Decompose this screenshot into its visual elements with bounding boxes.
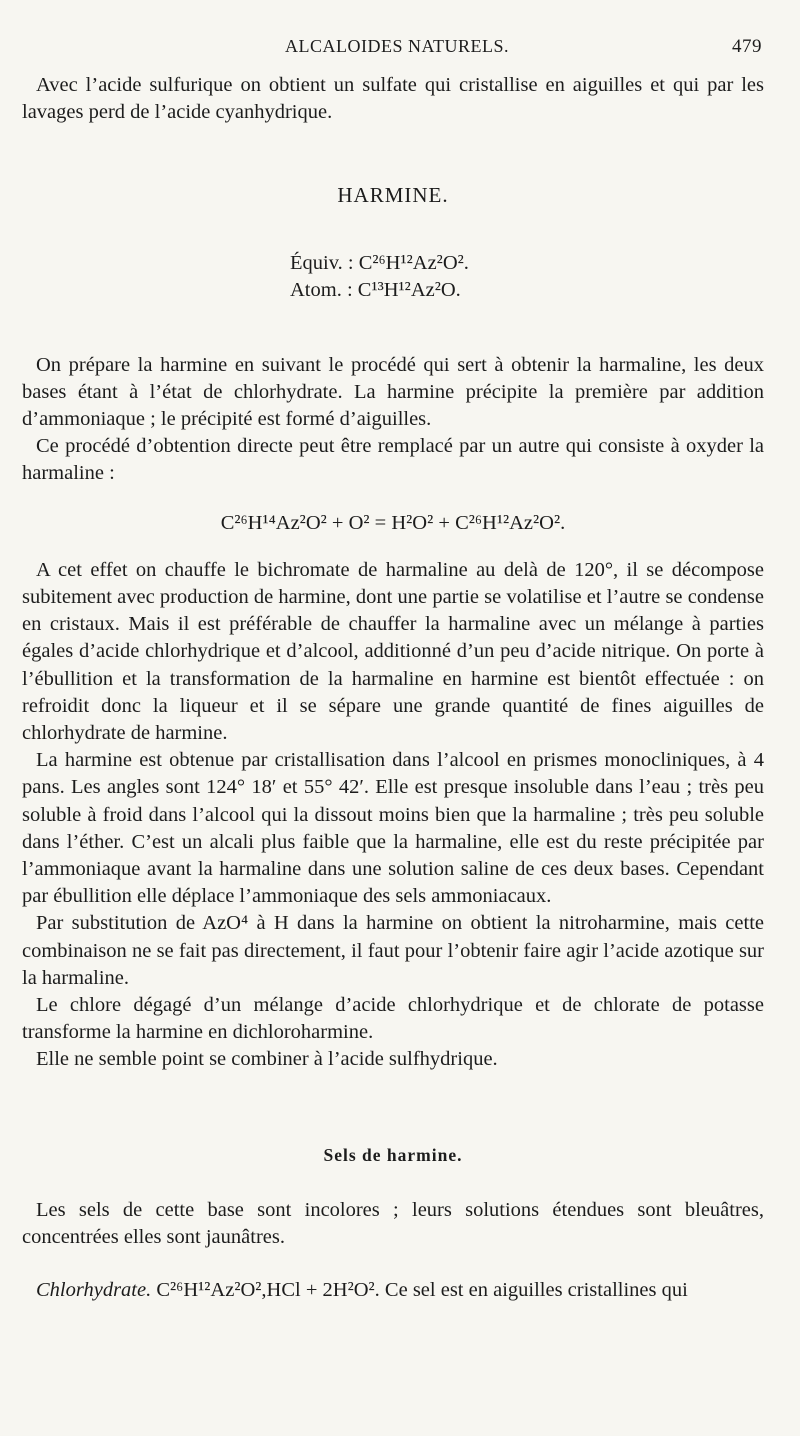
- paragraph: Le chlore dégagé d’un mélange d’acide chlorhydrique et de chlorate de potasse transforme la harmine en dichloroharmine.: [22, 994, 764, 1044]
- running-title: ALCALOIDES NATURELS.: [285, 36, 509, 56]
- paragraph: Les sels de cette base sont incolores ; leurs solutions étendues sont bleuâtres, concentrées elles sont jaunâtres.: [22, 1198, 764, 1249]
- equiv-formula: Équiv. : C²⁶H¹²Az²O².: [290, 251, 469, 274]
- page-body: [22, 72, 764, 1305]
- formula-block: [22, 250, 764, 304]
- chlorhydrate-label: Chlorhydrate.: [36, 1279, 152, 1302]
- paragraph: Ce procédé d’obtention directe peut être remplacé par un autre qui consiste à oxyder la harmaline :: [22, 435, 764, 485]
- atom-formula: Atom. : C¹³H¹²Az²O.: [290, 278, 461, 301]
- paragraph: Elle ne semble point se combiner à l’acide sulfhydrique.: [36, 1048, 498, 1071]
- section-title: HARMINE.: [337, 183, 449, 208]
- subsection-title: Sels de harmine.: [323, 1144, 463, 1165]
- paragraph: La harmine est obtenue par cristallisation dans l’alcool en prismes monocliniques, à 4 pans. Les angles sont 124° 18′ et 55° 42′. Elle est presque insoluble dans l’eau ; très peu soluble à froid dans l’alcool qui la dissout moins bien que la harmaline ; très peu soluble dans l’éther. C’est un alcali plus faible que la harmaline, elle est du reste précipitée par l’ammoniaque avant la harmaline dans une solution saline de ces deux bases. Cependant par ébullition elle déplace l’ammoniaque des sels ammoniacaux.: [22, 749, 764, 908]
- page-header: [0, 36, 800, 60]
- paragraph: A cet effet on chauffe le bichromate de harmaline au delà de 120°, il se décompose subitement avec production de harmine, dont une partie se volatilise et l’autre se condense en cristaux. Mais il est préférable de chauffer la harmaline avec un mélange à parties égales d’acide chlorhydrique et d’alcool, additionné d’un peu d’acide nitrique. On porte à l’ébullition et la transformation de la harmaline en harmine est bientôt effectuée : on refroidit donc la liqueur et il se sépare une grande quantité de fines aiguilles de chlorhydrate de harmine.: [22, 558, 764, 745]
- paragraph: Avec l’acide sulfurique on obtient un sulfate qui cristallise en aiguilles et qui par les lavages perd de l’acide cyanhydrique.: [22, 74, 764, 124]
- chlorhydrate-paragraph: [22, 1277, 764, 1304]
- chlorhydrate-text: C²⁶H¹²Az²O²,HCl + 2H²O². Ce sel est en aiguilles cristallines qui: [151, 1279, 688, 1302]
- reaction-equation: C²⁶H¹⁴Az²O² + O² = H²O² + C²⁶H¹²Az²O².: [220, 511, 566, 534]
- paragraph: Par substitution de AzO⁴ à H dans la harmine on obtient la nitroharmine, mais cette combinaison ne se fait pas directement, il faut pour l’obtenir faire agir l’acide azotique sur la harmaline.: [22, 912, 764, 989]
- paragraph: On prépare la harmine en suivant le procédé qui sert à obtenir la harmaline, les deux bases étant à l’état de chlorhydrate. La harmine précipite la première par addition d’ammoniaque ; le précipité est formé d’aiguilles.: [22, 353, 764, 431]
- page-number: 479: [732, 36, 762, 57]
